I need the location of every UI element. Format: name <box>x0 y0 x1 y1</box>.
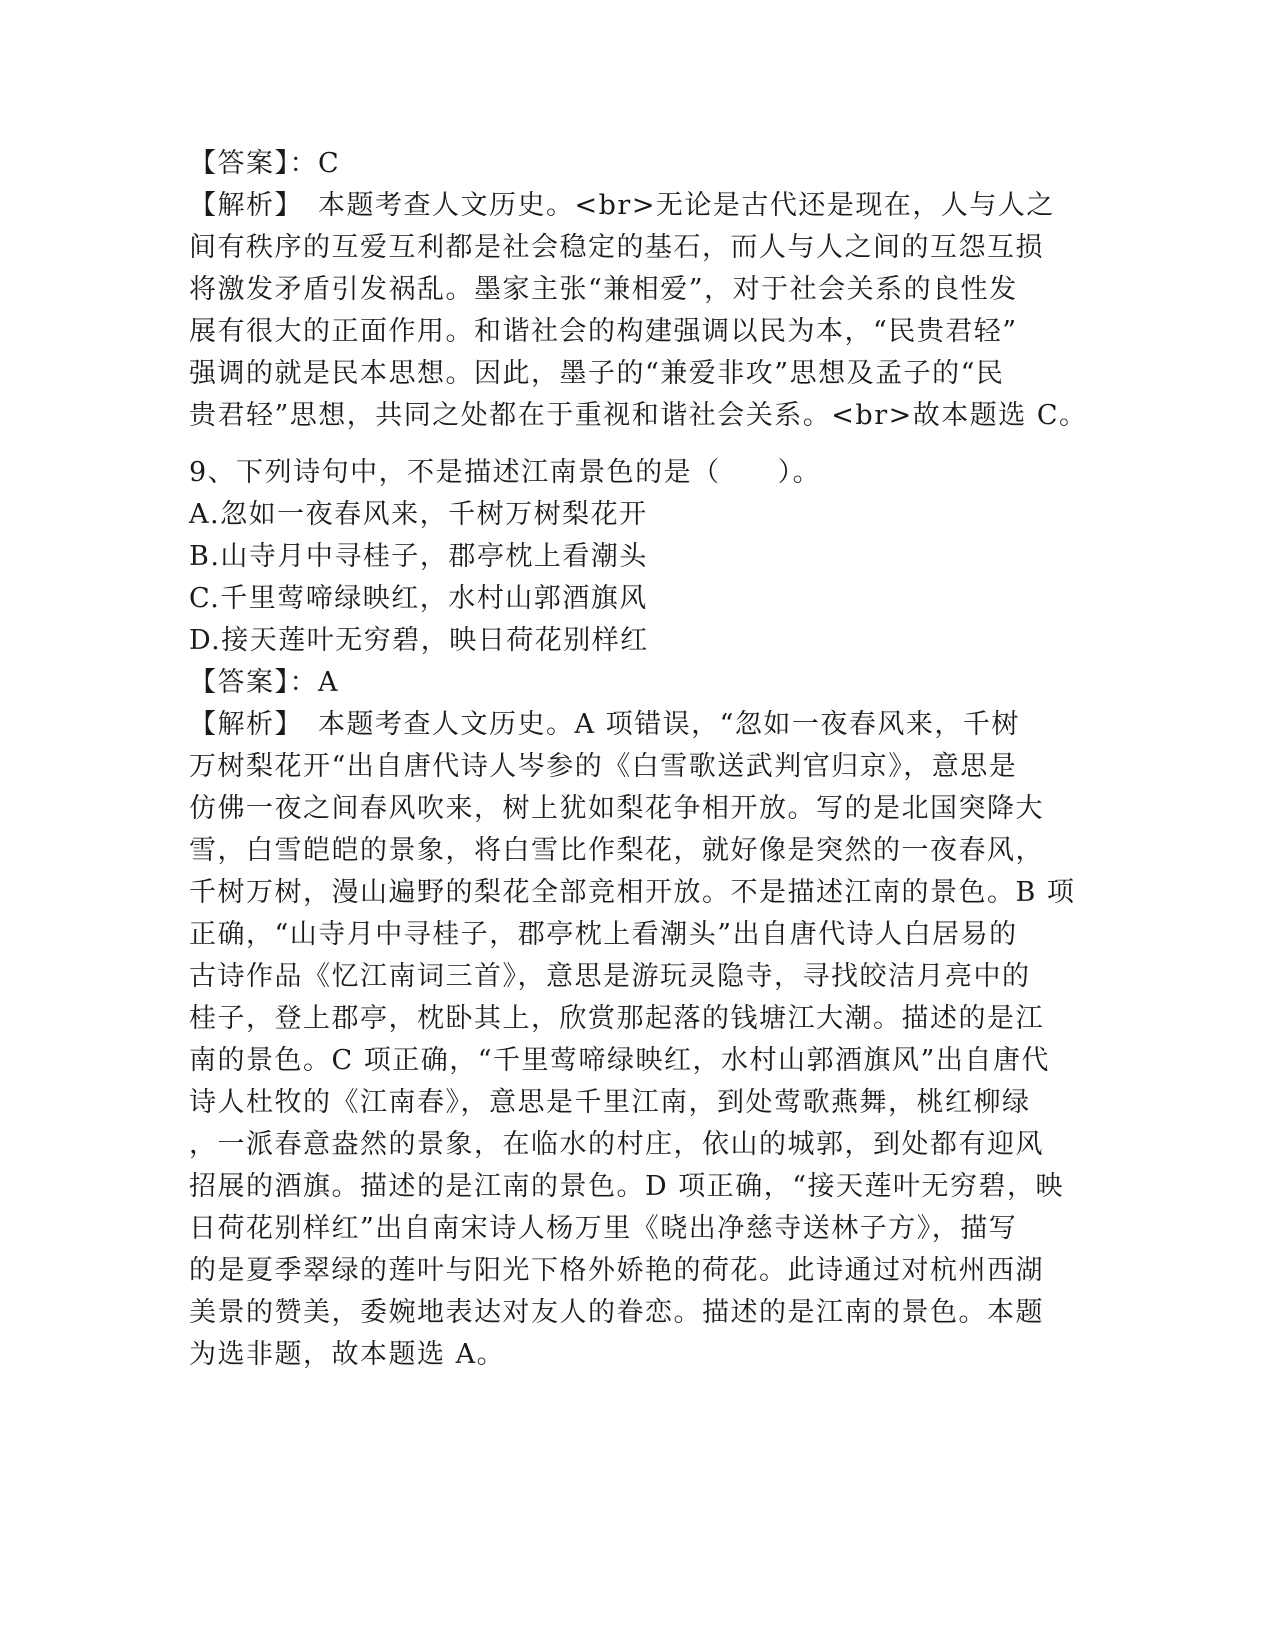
option-a: A.忽如一夜春风来，千树万树梨花开 <box>189 499 648 530</box>
analysis-line: 仿佛一夜之间春风吹来，树上犹如梨花争相开放。写的是北国突降大 <box>189 793 1044 824</box>
analysis-line: 招展的酒旗。描述的是江南的景色。D 项正确，“接天莲叶无穷碧，映 <box>189 1171 1065 1202</box>
analysis-line: 强调的就是民本思想。因此，墨子的“兼爱非攻”思想及孟子的“民 <box>189 358 1005 389</box>
analysis-line: 古诗作品《忆江南词三首》，意思是游玩灵隐寺，寻找皎洁月亮中的 <box>189 961 1031 992</box>
analysis-line: 日荷花别样红”出自南宋诗人杨万里《晓出净慈寺送林子方》，描写 <box>189 1213 1018 1244</box>
analysis-line: 【解析】 本题考查人文历史。A 项错误，“忽如一夜春风来，千树 <box>189 709 1020 740</box>
analysis-line: 桂子，登上郡亭，枕卧其上，欣赏那起落的钱塘江大潮。描述的是江 <box>189 1003 1044 1034</box>
option-d: D.接天莲叶无穷碧，映日荷花别样红 <box>189 625 649 656</box>
question-stem: 9、下列诗句中，不是描述江南景色的是（ ）。 <box>189 457 822 488</box>
analysis-line: 美景的赞美，委婉地表达对友人的眷恋。描述的是江南的景色。本题 <box>189 1297 1044 1328</box>
analysis-line: 【解析】 本题考查人文历史。<br>无论是古代还是现在，人与人之 <box>189 190 1055 221</box>
analysis-line: 的是夏季翠绿的莲叶与阳光下格外娇艳的荷花。此诗通过对杭州西湖 <box>189 1255 1044 1286</box>
analysis-line: 万树梨花开“出自唐代诗人岑参的《白雪歌送武判官归京》，意思是 <box>189 751 1018 782</box>
analysis-line: 南的景色。C 项正确，“千里莺啼绿映红，水村山郭酒旗风”出自唐代 <box>189 1045 1050 1076</box>
answer-line: 【答案】：A <box>189 667 339 698</box>
analysis-line: 千树万树，漫山遍野的梨花全部竞相开放。不是描述江南的景色。B 项 <box>189 877 1076 908</box>
analysis-line: 贵君轻”思想，共同之处都在于重视和谐社会关系。<br>故本题选 C。 <box>189 400 1088 431</box>
analysis-line: 为选非题，故本题选 A。 <box>189 1339 506 1370</box>
option-c: C.千里莺啼绿映红，水村山郭酒旗风 <box>189 583 648 614</box>
analysis-line: 正确，“山寺月中寻桂子，郡亭枕上看潮头”出自唐代诗人白居易的 <box>189 919 1018 950</box>
analysis-line: 展有很大的正面作用。和谐社会的构建强调以民为本，“民贵君轻” <box>189 316 1018 347</box>
analysis-line: 雪，白雪皑皑的景象，将白雪比作梨花，就好像是突然的一夜春风， <box>189 835 1044 866</box>
analysis-line: 将激发矛盾引发祸乱。墨家主张“兼相爱”，对于社会关系的良性发 <box>189 274 1018 305</box>
analysis-line: 间有秩序的互爱互利都是社会稳定的基石，而人与人之间的互怨互损 <box>189 232 1044 263</box>
answer-line: 【答案】：C <box>189 148 341 179</box>
analysis-line: 诗人杜牧的《江南春》，意思是千里江南，到处莺歌燕舞，桃红柳绿 <box>189 1087 1031 1118</box>
option-b: B.山寺月中寻桂子，郡亭枕上看潮头 <box>189 541 648 572</box>
analysis-line: ，一派春意盎然的景象，在临水的村庄，依山的城郭，到处都有迎风 <box>189 1129 1044 1160</box>
